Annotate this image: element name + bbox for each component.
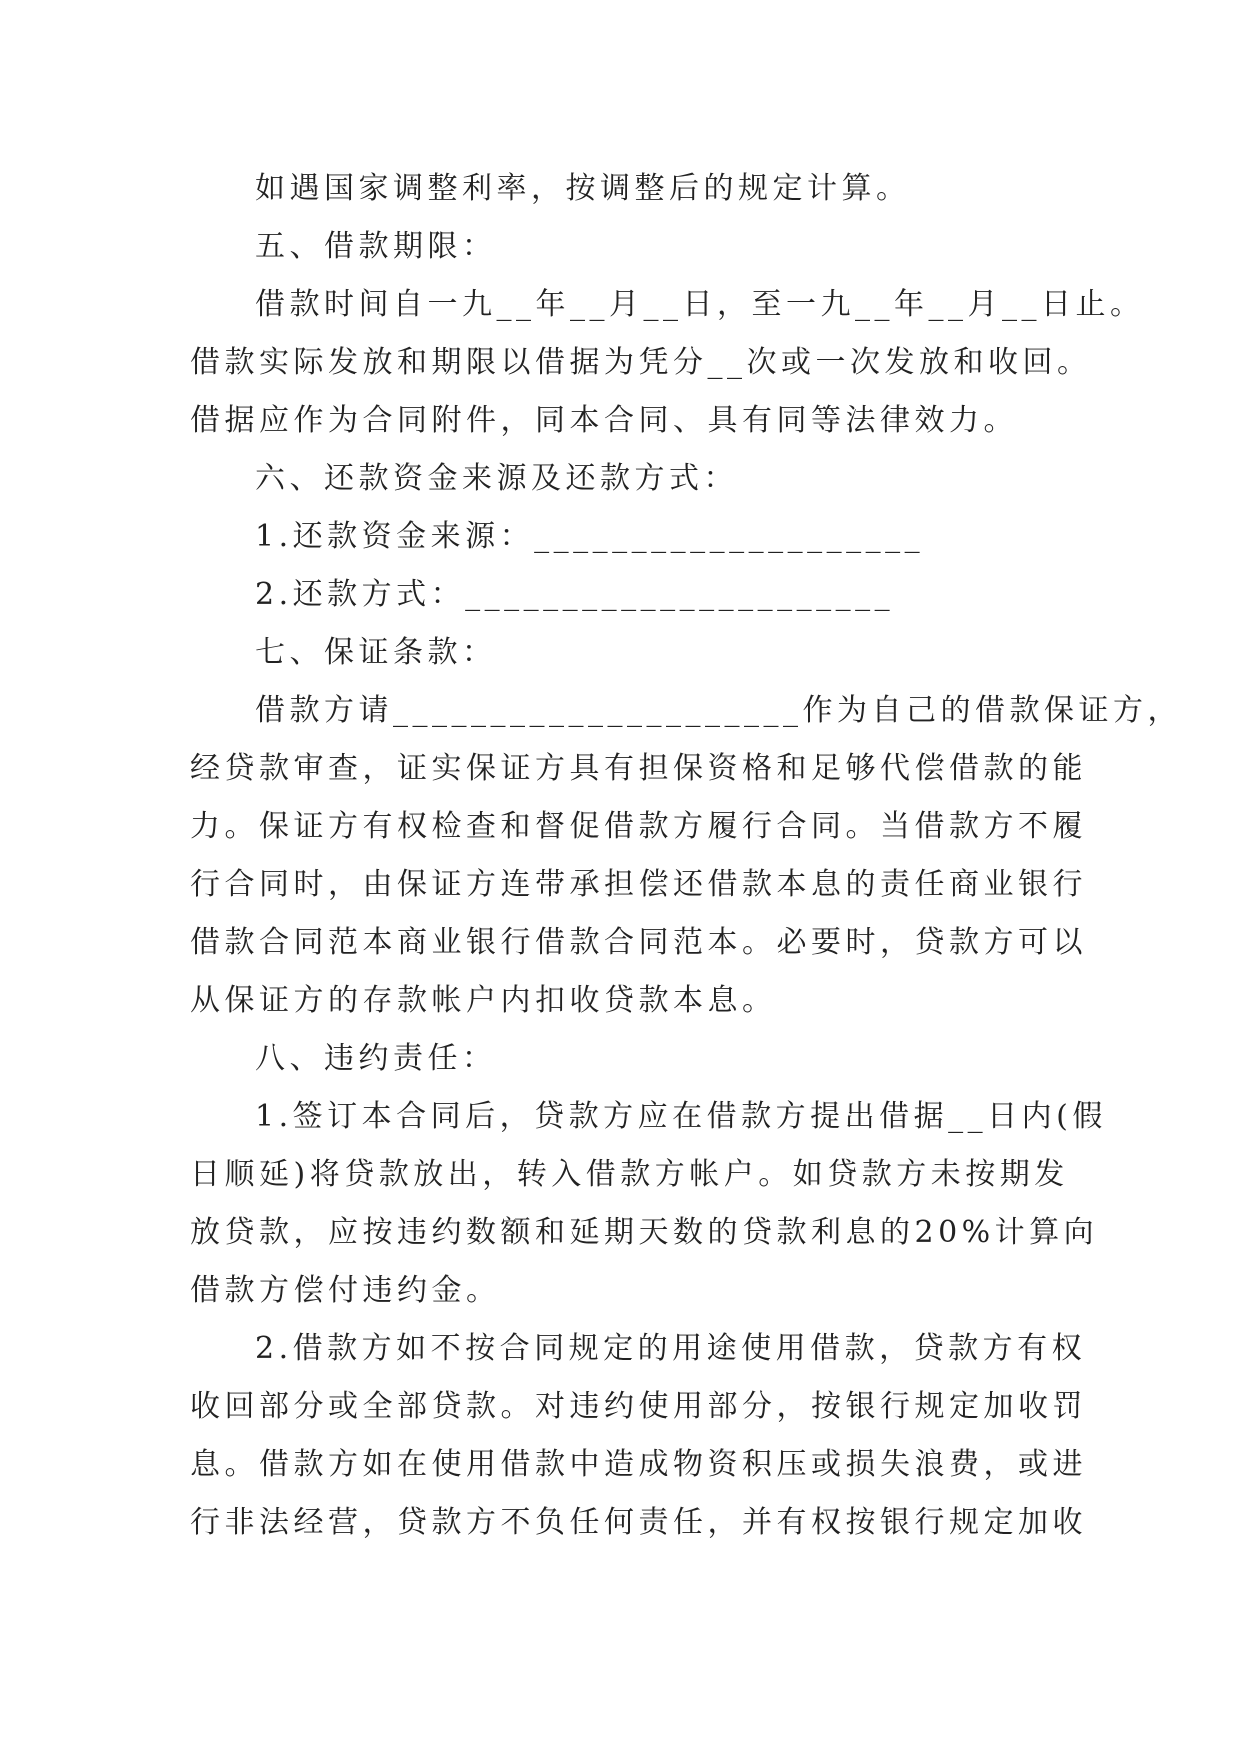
paragraph-line: 借款方请_____________________作为自己的借款保证方， <box>255 693 1182 728</box>
paragraph-line: 放贷款，应按违约数额和延期天数的贷款利息的20%计算向 <box>190 1215 1099 1250</box>
paragraph-line: 日顺延)将贷款放出，转入借款方帐户。如贷款方未按期发 <box>190 1157 1069 1192</box>
section-heading: 六、还款资金来源及还款方式： <box>255 461 738 496</box>
paragraph-line: 力。保证方有权检查和督促借款方履行合同。当借款方不履 <box>190 809 1087 844</box>
section-heading: 七、保证条款： <box>255 635 497 670</box>
paragraph-line: 借款合同范本商业银行借款合同范本。必要时，贷款方可以 <box>190 925 1087 960</box>
section-heading: 八、违约责任： <box>255 1041 497 1076</box>
paragraph-line: 2.借款方如不按合同规定的用途使用借款，贷款方有权 <box>255 1331 1087 1366</box>
section-heading: 五、借款期限： <box>255 229 497 264</box>
paragraph-line: 借款实际发放和期限以借据为凭分__次或一次发放和收回。 <box>190 345 1092 380</box>
paragraph-line: 从保证方的存款帐户内扣收贷款本息。 <box>190 983 777 1018</box>
paragraph-line: 收回部分或全部贷款。对违约使用部分，按银行规定加收罚 <box>190 1389 1087 1424</box>
paragraph-line: 行合同时，由保证方连带承担偿还借款本息的责任商业银行 <box>190 867 1087 902</box>
paragraph-line: 息。借款方如在使用借款中造成物资积压或损失浪费，或进 <box>190 1447 1087 1482</box>
paragraph-line: 借款时间自一九__年__月__日，至一九__年__月__日止。 <box>255 287 1145 322</box>
paragraph-line: 经贷款审查，证实保证方具有担保资格和足够代偿借款的能 <box>190 751 1087 786</box>
paragraph-line: 借据应作为合同附件，同本合同、具有同等法律效力。 <box>190 403 1018 438</box>
paragraph-line: 2.还款方式：______________________ <box>255 577 895 612</box>
document-body <box>190 160 1182 1552</box>
paragraph-line: 借款方偿付违约金。 <box>190 1273 501 1308</box>
paragraph-line: 1.签订本合同后，贷款方应在借款方提出借据__日内(假 <box>255 1099 1107 1134</box>
paragraph-line: 1.还款资金来源：____________________ <box>255 519 925 554</box>
paragraph-line: 如遇国家调整利率，按调整后的规定计算。 <box>255 171 911 206</box>
paragraph-line: 行非法经营，贷款方不负任何责任，并有权按银行规定加收 <box>190 1505 1087 1540</box>
